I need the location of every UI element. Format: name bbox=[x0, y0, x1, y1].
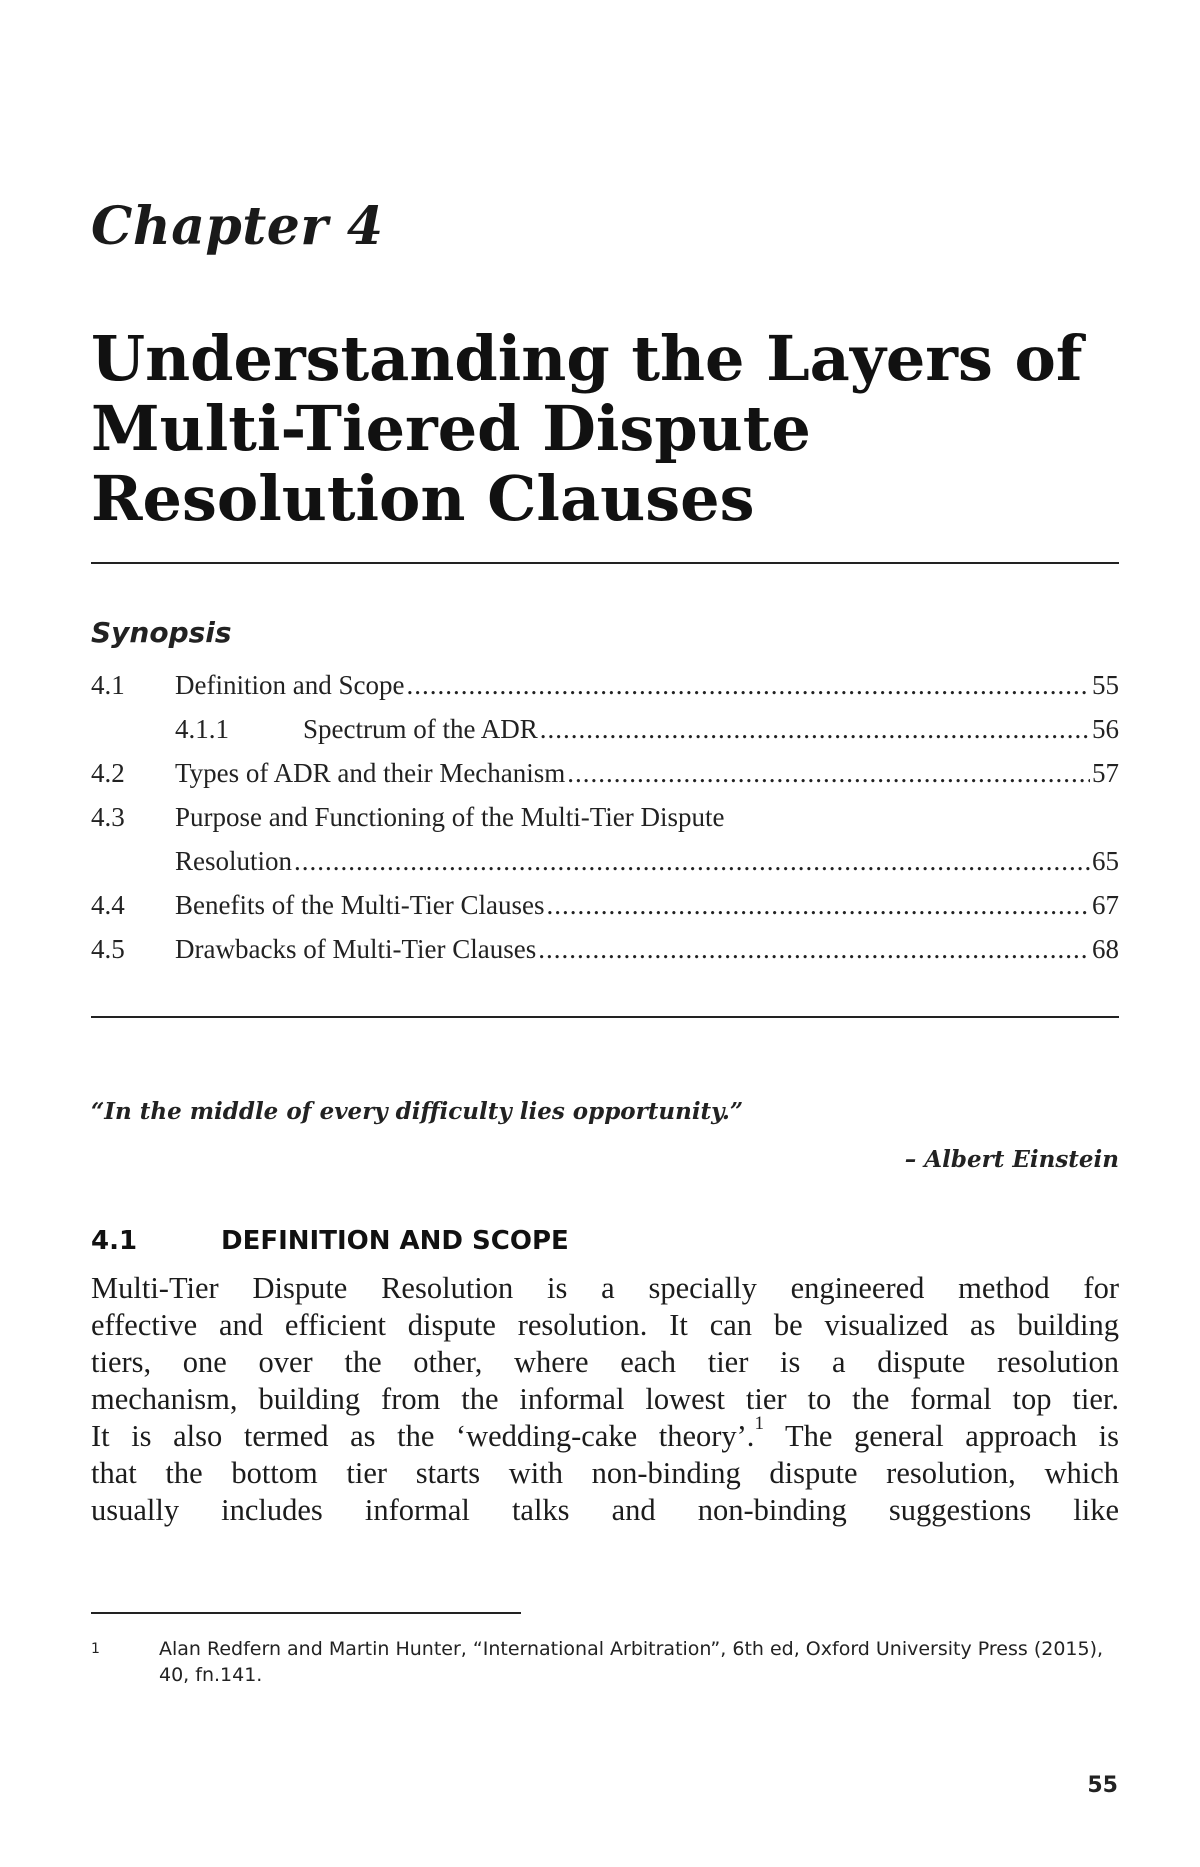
toc-entry[interactable] bbox=[91, 890, 1119, 934]
toc-page: 57 bbox=[1092, 758, 1119, 788]
toc-leader bbox=[294, 846, 1090, 877]
toc-title: Spectrum of the ADR bbox=[303, 714, 538, 744]
toc-title: Benefits of the Multi-Tier Clauses bbox=[175, 890, 545, 920]
toc-page: 68 bbox=[1092, 934, 1119, 964]
synopsis-heading: Synopsis bbox=[91, 616, 232, 649]
toc-title: Drawbacks of Multi-Tier Clauses bbox=[175, 934, 537, 964]
toc-leader bbox=[540, 714, 1090, 745]
toc-entry[interactable] bbox=[91, 934, 1119, 978]
toc-entry[interactable] bbox=[91, 670, 1119, 714]
page-number: 55 bbox=[1087, 1773, 1118, 1798]
paragraph-line: Multi-Tier Dispute Resolution is a specially engineered method for bbox=[91, 1271, 1119, 1305]
toc-number: 4.5 bbox=[91, 934, 125, 964]
footnote-divider bbox=[91, 1612, 521, 1614]
paragraph-text: The general approach is bbox=[763, 1419, 1119, 1453]
body-paragraph bbox=[91, 1270, 1119, 1529]
chapter-title-line: Multi-Tiered Dispute bbox=[91, 392, 811, 465]
footnote bbox=[91, 1636, 1119, 1688]
section-heading bbox=[91, 1226, 569, 1256]
toc-number: 4.1.1 bbox=[175, 714, 229, 744]
toc-leader bbox=[546, 890, 1090, 921]
toc-title: Purpose and Functioning of the Multi-Tier Dispute bbox=[175, 802, 725, 832]
paragraph-line: mechanism, building from the informal lowest tier to the formal top tier. bbox=[91, 1382, 1119, 1416]
paragraph-line: usually includes informal talks and non-binding suggestions like bbox=[91, 1493, 1119, 1527]
chapter-title-line: Resolution Clauses bbox=[91, 462, 755, 535]
toc-page: 55 bbox=[1092, 670, 1119, 700]
toc-entry[interactable] bbox=[91, 758, 1119, 802]
paragraph-text: It is also termed as the ‘wedding-cake theory’. bbox=[91, 1419, 755, 1453]
toc-number: 4.4 bbox=[91, 890, 125, 920]
toc-title-continued: Resolution bbox=[175, 846, 293, 876]
toc-leader bbox=[567, 758, 1090, 789]
title-divider bbox=[91, 562, 1119, 564]
section-number: 4.1 bbox=[91, 1226, 138, 1256]
toc-title: Types of ADR and their Mechanism bbox=[175, 758, 566, 788]
chapter-title bbox=[91, 324, 1131, 534]
toc-leader bbox=[406, 670, 1090, 701]
toc-entry[interactable] bbox=[91, 802, 1119, 890]
toc-number: 4.3 bbox=[91, 802, 125, 832]
paragraph-line bbox=[91, 1413, 1119, 1455]
section-title: DEFINITION AND SCOPE bbox=[221, 1226, 569, 1256]
synopsis-list bbox=[91, 670, 1119, 978]
footnote-number: 1 bbox=[91, 1641, 100, 1657]
paragraph-line: that the bottom tier starts with non-binding dispute resolution, which bbox=[91, 1456, 1119, 1490]
toc-leader bbox=[538, 934, 1090, 965]
epigraph-author: – Albert Einstein bbox=[904, 1146, 1119, 1173]
toc-title: Definition and Scope bbox=[175, 670, 405, 700]
chapter-label: Chapter 4 bbox=[91, 196, 384, 257]
toc-page: 56 bbox=[1092, 714, 1119, 744]
toc-number: 4.1 bbox=[91, 670, 125, 700]
toc-number: 4.2 bbox=[91, 758, 125, 788]
toc-page: 67 bbox=[1092, 890, 1119, 920]
paragraph-line: effective and efficient dispute resolution. It can be visualized as building bbox=[91, 1308, 1119, 1342]
footnote-reference[interactable]: 1 bbox=[754, 1413, 764, 1434]
paragraph-line: tiers, one over the other, where each tier is a dispute resolution bbox=[91, 1345, 1119, 1379]
chapter-title-line: Understanding the Layers of bbox=[91, 322, 1083, 395]
footnote-text: Alan Redfern and Martin Hunter, “International Arbitration”, 6th ed, Oxford University Press (2015), 40, fn.141. bbox=[159, 1638, 1104, 1686]
toc-entry[interactable] bbox=[91, 714, 1119, 758]
synopsis-divider bbox=[91, 1016, 1119, 1018]
toc-page: 65 bbox=[1092, 846, 1119, 876]
epigraph-quote: “In the middle of every difficulty lies opportunity.” bbox=[91, 1098, 744, 1125]
